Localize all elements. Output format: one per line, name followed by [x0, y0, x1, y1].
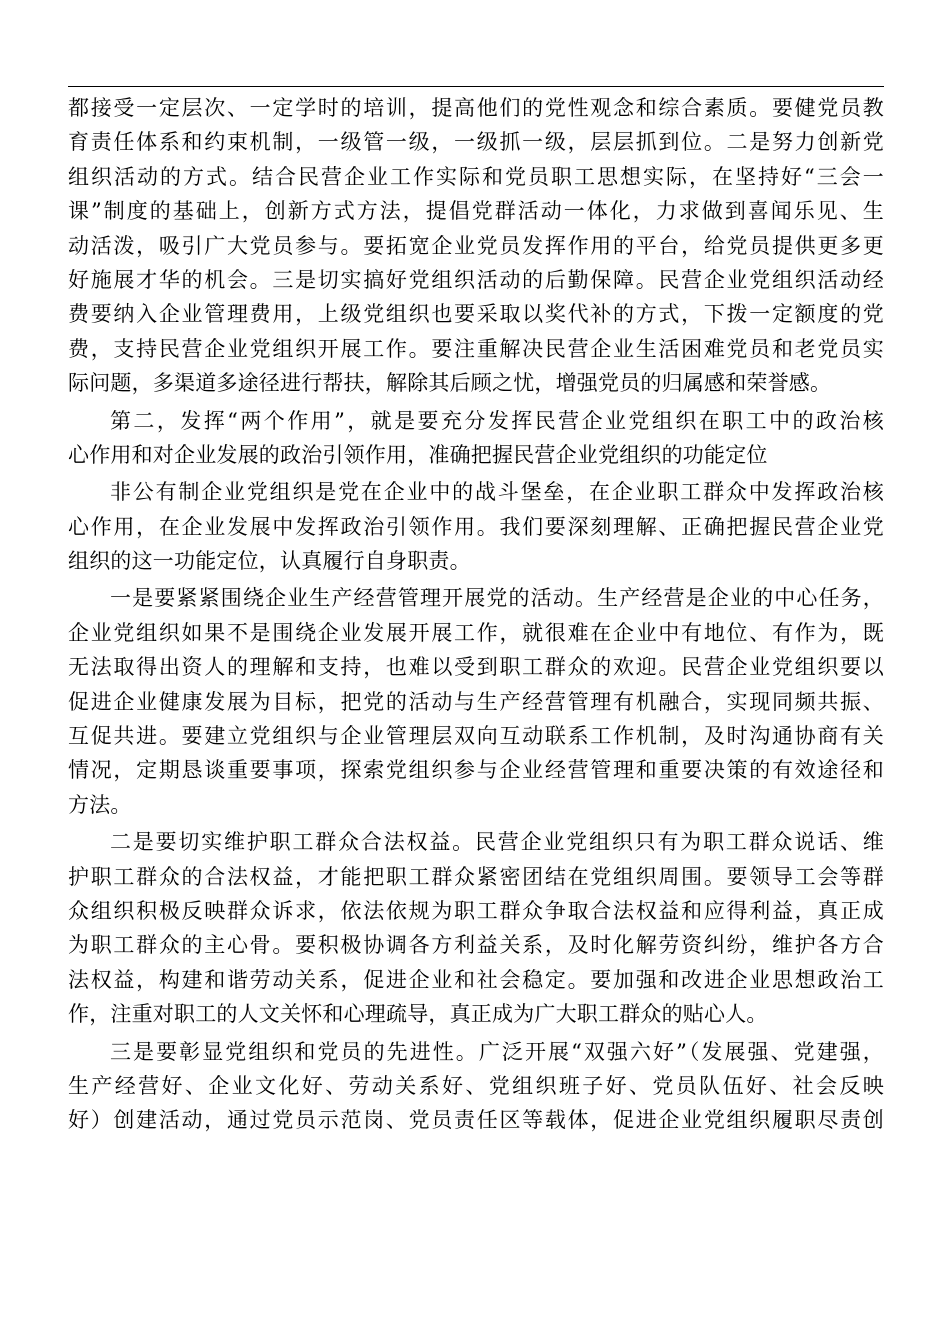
- text-line: 生产经营好、企业文化好、劳动关系好、党组织班子好、党员队伍好、社会反映: [68, 1073, 884, 1098]
- text-line: 护职工群众的合法权益，才能把职工群众紧密团结在党组织周围。要领导工会等群: [68, 864, 884, 889]
- text-line: 众组织积极反映群众诉求，依法依规为职工群众争取合法权益和应得利益，真正成: [68, 898, 884, 923]
- text-line: 一是要紧紧围绕企业生产经营管理开展党的活动。生产经营是企业的中心任务，: [110, 586, 884, 611]
- text-line: 际问题，多渠道多途径进行帮扶，解除其后顾之忧，增强党员的归属感和荣誉感。: [68, 371, 832, 396]
- text-line: 法权益，构建和谐劳动关系，促进企业和社会稳定。要加强和改进企业思想政治工: [68, 967, 884, 992]
- text-line: 为职工群众的主心骨。要积极协调各方利益关系，及时化解劳资纠纷，维护各方合: [68, 933, 884, 958]
- text-line: 作，注重对职工的人文关怀和心理疏导，真正成为广大职工群众的贴心人。: [68, 1002, 768, 1027]
- text-line: 无法取得出资人的理解和支持，也难以受到职工群众的欢迎。民营企业党组织要以: [68, 655, 884, 680]
- text-line: 好）创建活动，通过党员示范岗、党员责任区等载体，促进企业党组织履职尽责创: [68, 1108, 884, 1133]
- text-line: 都接受一定层次、一定学时的培训，提高他们的党性观念和综合素质。要健党员教: [68, 96, 884, 120]
- text-line: 组织的这一功能定位，认真履行自身职责。: [68, 549, 471, 574]
- text-line: 组织活动的方式。结合民营企业工作实际和党员职工思想实际，在坚持好“三会一: [68, 164, 884, 189]
- document-body: [68, 91, 884, 1138]
- header-rule: [68, 86, 884, 87]
- text-line: 企业党组织如果不是围绕企业发展开展工作，就很难在企业中有地位、有作为，既: [68, 620, 884, 645]
- text-line: 二是要切实维护职工群众合法权益。民营企业党组织只有为职工群众说话、维: [110, 830, 884, 855]
- text-line: 方法。: [68, 792, 132, 817]
- text-line: 第二，发挥“两个作用”，就是要充分发挥民营企业党组织在职工中的政治核: [110, 408, 884, 433]
- text-line: 课”制度的基础上，创新方式方法，提倡党群活动一体化，力求做到喜闻乐见、生: [68, 199, 884, 224]
- text-line: 费要纳入企业管理费用，上级党组织也要采取以奖代补的方式，下拨一定额度的党: [68, 302, 884, 327]
- text-line: 情况，定期恳谈重要事项，探索党组织参与企业经营管理和重要决策的有效途径和: [68, 758, 884, 783]
- text-line: 非公有制企业党组织是党在企业中的战斗堡垒，在企业职工群众中发挥政治核: [110, 480, 884, 505]
- text-line: 费，支持民营企业党组织开展工作。要注重解决民营企业生活困难党员和老党员实: [68, 336, 884, 361]
- text-line: 好施展才华的机会。三是切实搞好党组织活动的后勤保障。民营企业党组织活动经: [68, 267, 884, 292]
- text-line: 促进企业健康发展为目标，把党的活动与生产经营管理有机融合，实现同频共振、: [68, 689, 884, 714]
- text-line: 三是要彰显党组织和党员的先进性。广泛开展“双强六好”（发展强、党建强，: [110, 1039, 884, 1064]
- text-line: 互促共进。要建立党组织与企业管理层双向互动联系工作机制，及时沟通协商有关: [68, 724, 884, 749]
- text-line: 心作用和对企业发展的政治引领作用，准确把握民营企业党组织的功能定位: [68, 442, 768, 467]
- text-line: 心作用，在企业发展中发挥政治引领作用。我们要深刻理解、正确把握民营企业党: [68, 514, 884, 539]
- text-line: 育责任体系和约束机制，一级管一级，一级抓一级，层层抓到位。二是努力创新党: [68, 130, 884, 155]
- text-line: 动活泼，吸引广大党员参与。要拓宽企业党员发挥作用的平台，给党员提供更多更: [68, 233, 884, 258]
